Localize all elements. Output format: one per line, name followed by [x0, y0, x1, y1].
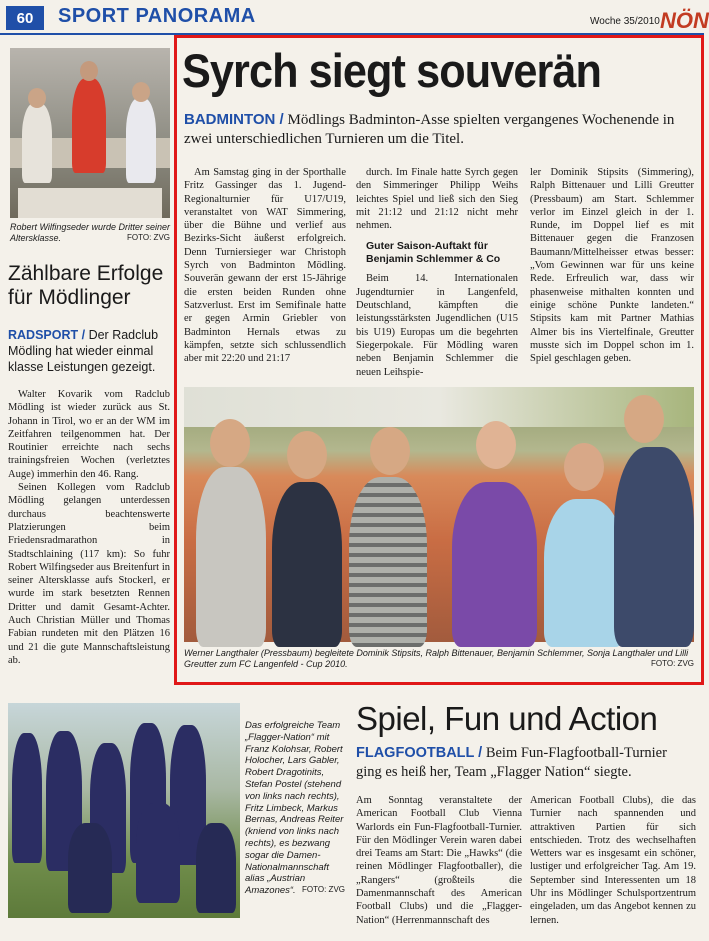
- page-number: 60: [6, 6, 44, 30]
- left-paragraph-1: Walter Kovarik vom Radclub Mödling ist wieder zurück aus St. Johann in Tirol, wo er an der WM im Zeitfahren teilgenommen hat. Der Routinier erreichte nach sechs trainingsfreien Wochen (verletztes Auge) immerhin den 46. Rang.: [8, 389, 170, 480]
- cycling-photo-caption: Robert Wilfingseder wurde Dritter seiner Altersklasse.: [10, 222, 170, 243]
- main-lead: Mödlings Badminton-Asse spielten vergangenes Wochenende in zwei unterschiedlichen Turnieren um die Titel.: [184, 112, 675, 147]
- bottom-column-1: Am Sonntag veranstaltete der American Football Club Vienna Warlords ein Fun-Flagfootball-Turnier. Für den Mödlinger Verein waren dabei drei Teams am Start: Die „Hawks“ (die reinen Mödlinger Flagfootballer), die „Rangers“ (großteils die Damenmannschaft des American Football Clubs) und die „Flagger-Nation“ (Herrenmannschaft des: [356, 795, 522, 926]
- flagfootball-team-photo: [8, 703, 240, 918]
- left-kicker: RADSPORT /: [8, 328, 86, 342]
- left-lead: Der Radclub Mödling hat wieder einmal klasse Leistungen gezeigt.: [8, 328, 159, 374]
- cycling-photo-credit: FOTO: ZVG: [127, 233, 170, 242]
- main-column-1: Am Samstag ging in der Sporthalle Fritz Gassinger das 1. Jugend-Regionalturnier für U17/U19, veranstaltet von WAT Simmering, über die Bühne und verlief aus Bezirks-Sicht äußerst erfolgreich. Denn Turniersieger war Christoph Syrch von Badminton Mödling. Souverän gewann der erst 15-Jährige die ersten beiden Runden ohne Satzverlust. Erst im Semifinale hatte er gegen Armin Griebler von Badminton Hernals etwas zu kämpfen, setzte sich schlussendlich aber mit 22:20 und 21:17: [184, 167, 346, 365]
- section-title: SPORT PANORAMA: [58, 5, 256, 27]
- left-paragraph-2: Seinen Kollegen vom Radclub Mödling gelangen unterdessen durchaus beachtenswerte Platzierungen beim Friedensradmarathon in Stadtschlaining (117 km): So fuhr Robert Wilfingseder aus Breitenfurt in seiner Altersklasse aufs Stockerl, er wurde im stark besetzten Rennen Dritter und damit Gesamt-Achter. Auch Christian Müller und Thomas Fabian rundeten mit den Plätzen 16 und 21 die gute Mannschaftsleistung ab.: [8, 482, 170, 666]
- badminton-photo-credit: FOTO: ZVG: [651, 659, 694, 668]
- main-column-2b: Beim 14. Internationalen Jugendturnier in Langenfeld, Deutschland, kämpften die leistungsstärksten Jugendlichen (U15 bis U19) Europas um die begehrten Siegerpokale. Für Mödling waren neben Benjamin Schlemmer die neuen Leihspie-: [356, 273, 518, 378]
- bottom-column-2: American Football Clubs), die das Turnier nach spannenden und attraktiven Partien für sich entschieden. Trotz des wechselhaften Wetters war es insgesamt ein schöner, lustiger und erfolgreicher Tag. Am 19. September sind Interessenten um 18 Uhr ins Mödlinger Schulsportzentrum eingeladen, um das Angebot kennen zu lernen.: [530, 795, 696, 926]
- brand-logo: NÖN: [660, 8, 709, 33]
- cycling-podium-photo: [10, 48, 170, 218]
- bottom-kicker: FLAGFOOTBALL /: [356, 745, 483, 761]
- left-headline: Zählbare Erfolge für Mödlinger: [8, 262, 164, 309]
- badminton-team-photo: [184, 387, 694, 642]
- main-subhead: Guter Saison-Auftakt für Benjamin Schlemmer & Co: [366, 240, 501, 265]
- main-column-3: ler Dominik Stipsits (Simmering), Ralph Bittenauer und Lilli Greutter (Pressbaum) am Start. Schlemmer verlor im Einzel gleich in der 1. Runde, im Doppel lief es mit Bittenauer gegen die Franzosen Baumann/Mittelheisser etwas besser: „Vom Gewinnen war für uns keine Rede. Erfreulich war, dass wir phasenweise mithalten konnten und einige schöne Punkte landeten.“ Stipsits kam mit Partner Mathias Almer bis ins Viertelfinale, Greutter musste sich im Doppel schon im 1. Spiel geschlagen geben.: [530, 167, 694, 365]
- issue-label: Woche 35/2010: [590, 16, 660, 27]
- badminton-photo-caption: Werner Langthaler (Pressbaum) begleitete Dominik Stipsits, Ralph Bittenauer, Benjamin Schlemmer, Sonja Langthaler und Lilli Greutter zum FC Langenfeld - Cup 2010.: [184, 648, 689, 669]
- flagfootball-photo-caption: Das erfolgreiche Team „Flagger-Nation“ mit Franz Kolohsar, Robert Holocher, Lars Gabler, Robert Dragotinits, Stefan Postel (stehend von links nach rechts), Fritz Limbeck, Markus Bernas, Andreas Reiter (kniend von links nach rechts), es bezwang sogar die Damen-Nationalmannschaft alias „Austrian Amazones“.: [245, 720, 344, 897]
- main-kicker: BADMINTON /: [184, 111, 284, 128]
- bottom-headline: Spiel, Fun und Action: [356, 700, 658, 737]
- main-column-2a: durch. Im Finale hatte Syrch gegen den Simmeringer Philipp Weihs leichtes Spiel und ließ sich den Sieg mit 21:12 und 21:12 nicht mehr nehmen.: [356, 167, 518, 232]
- flagfootball-photo-credit: FOTO: ZVG: [302, 885, 345, 895]
- bottom-lead: Beim Fun-Flagfootball-Turnier ging es heiß her, Team „Flagger Nation“ siegte.: [356, 745, 667, 780]
- main-headline: Syrch siegt souverän: [182, 44, 601, 97]
